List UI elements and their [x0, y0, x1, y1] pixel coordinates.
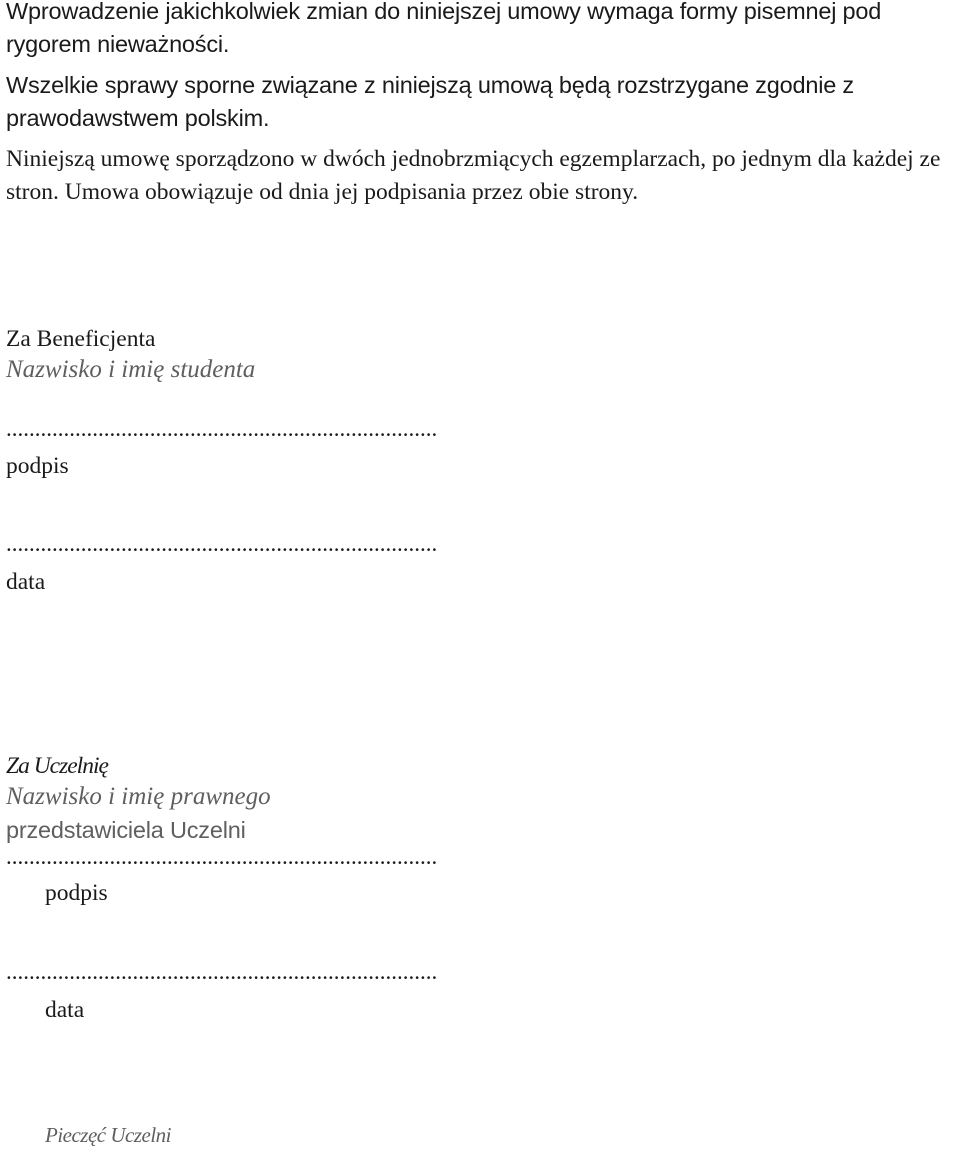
university-heading: Za Uczelnię [6, 753, 108, 779]
clause-copies-validity: Niniejszą umowę sporządzono w dwóch jednobrzmiących egzemplarzach, po jednym dla każdej ze stron. Umowa obowiązuje od dnia jej podpisania przez obie strony. [6, 146, 941, 205]
beneficiary-name-field[interactable]: Nazwisko i imię studenta [6, 356, 256, 383]
clause-written-form: Wprowadzenie jakichkolwiek zmian do niniejszej umowy wymaga formy pisemnej pod rygorem nieważności. [6, 0, 882, 57]
university-signature-line: ........................................................................... [6, 844, 438, 869]
clause-disputes: Wszelkie sprawy sporne związane z niniejszą umową będą rozstrzygane zgodnie z prawodawstwem polskim. [6, 72, 854, 131]
university-date-label: data [45, 997, 85, 1023]
beneficiary-signature-label: podpis [6, 453, 69, 479]
beneficiary-date-line: ........................................................................... [6, 531, 438, 556]
beneficiary-date-label: data [6, 569, 46, 595]
university-signature-label: podpis [45, 880, 108, 906]
university-seal-label: Pieczęć Uczelni [45, 1123, 172, 1147]
beneficiary-heading: Za Beneficjenta [6, 326, 156, 352]
university-representative-name-field-line1[interactable]: Nazwisko i imię prawnego [6, 783, 271, 810]
university-representative-name-field-line2[interactable]: przedstawiciela Uczelni [6, 817, 246, 843]
university-date-line: ........................................................................... [6, 959, 438, 984]
beneficiary-signature-line: ........................................................................... [6, 416, 438, 441]
